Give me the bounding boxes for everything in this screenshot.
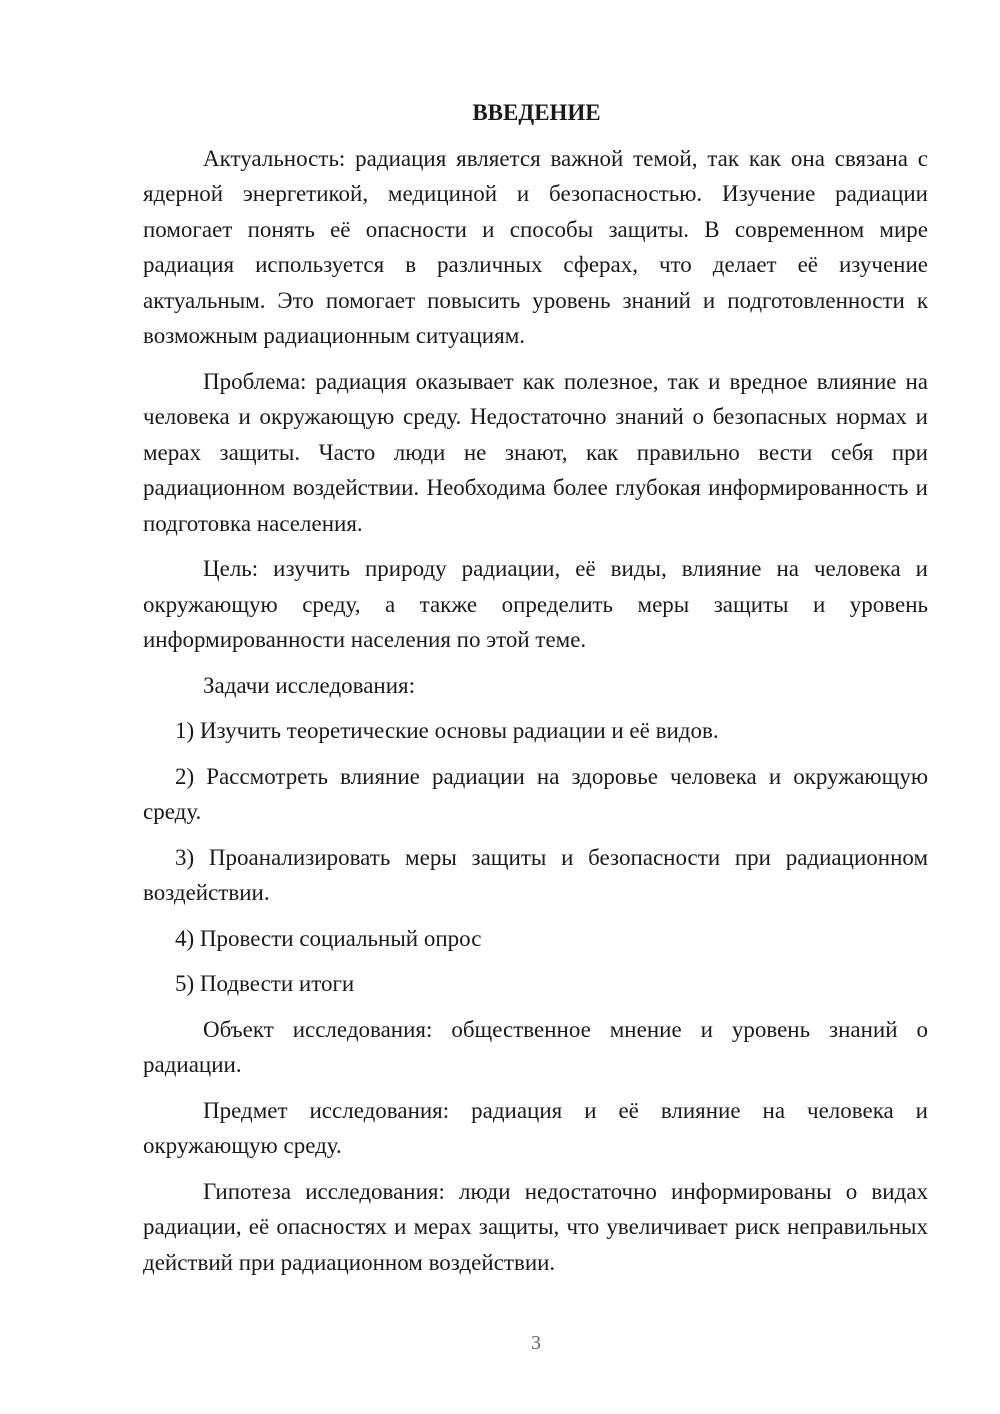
task-item-4: 4) Провести социальный опрос xyxy=(175,925,482,951)
paragraph-subject: Предмет исследования: радиация и её влияние на человека и окружающую среду. xyxy=(143,1097,928,1158)
page-number: 3 xyxy=(531,1332,541,1354)
paragraph-goal: Цель: изучить природу радиации, её виды, влияние на человека и окружающую среду, а также определить меры защиты и уровень информированности населения по этой теме. xyxy=(143,556,928,652)
page-content xyxy=(143,95,928,1290)
task-item-5: 5) Подвести итоги xyxy=(175,971,355,996)
tasks-heading: Задачи исследования: xyxy=(203,672,416,698)
page-title: ВВЕДЕНИЕ xyxy=(472,100,601,125)
paragraph-problem: Проблема: радиация оказывает как полезное, так и вредное влияние на человека и окружающую среду. Недостаточно знаний о безопасных нормах и мерах защиты. Часто люди не знают, как правильно вести себя при радиационном воздействии. Необходима более глубокая информированность и подготовка населения. xyxy=(143,368,928,536)
task-item-1: 1) Изучить теоретические основы радиации и её видов. xyxy=(175,718,719,743)
task-item-3: 3) Проанализировать меры защиты и безопасности при радиационном воздействии. xyxy=(143,844,928,905)
paragraph-hypothesis: Гипотеза исследования: люди недостаточно информированы о видах радиации, её опасностях и мерах защиты, что увеличивает риск неправильных действий при радиационном воздействии. xyxy=(143,1178,928,1275)
paragraph-relevance: Актуальность: радиация является важной темой, так как она связана с ядерной энергетикой, медициной и безопасностью. Изучение радиации помогает понять её опасности и способы защиты. В современном мире радиация используется в различных сферах, что делает её изучение актуальным. Это помогает повысить уровень знаний и подготовленности к возможным радиационным ситуациям. xyxy=(143,145,928,348)
task-item-2: 2) Рассмотреть влияние радиации на здоровье человека и окружающую среду. xyxy=(143,763,928,824)
paragraph-object: Объект исследования: общественное мнение и уровень знаний о радиации. xyxy=(143,1016,928,1077)
